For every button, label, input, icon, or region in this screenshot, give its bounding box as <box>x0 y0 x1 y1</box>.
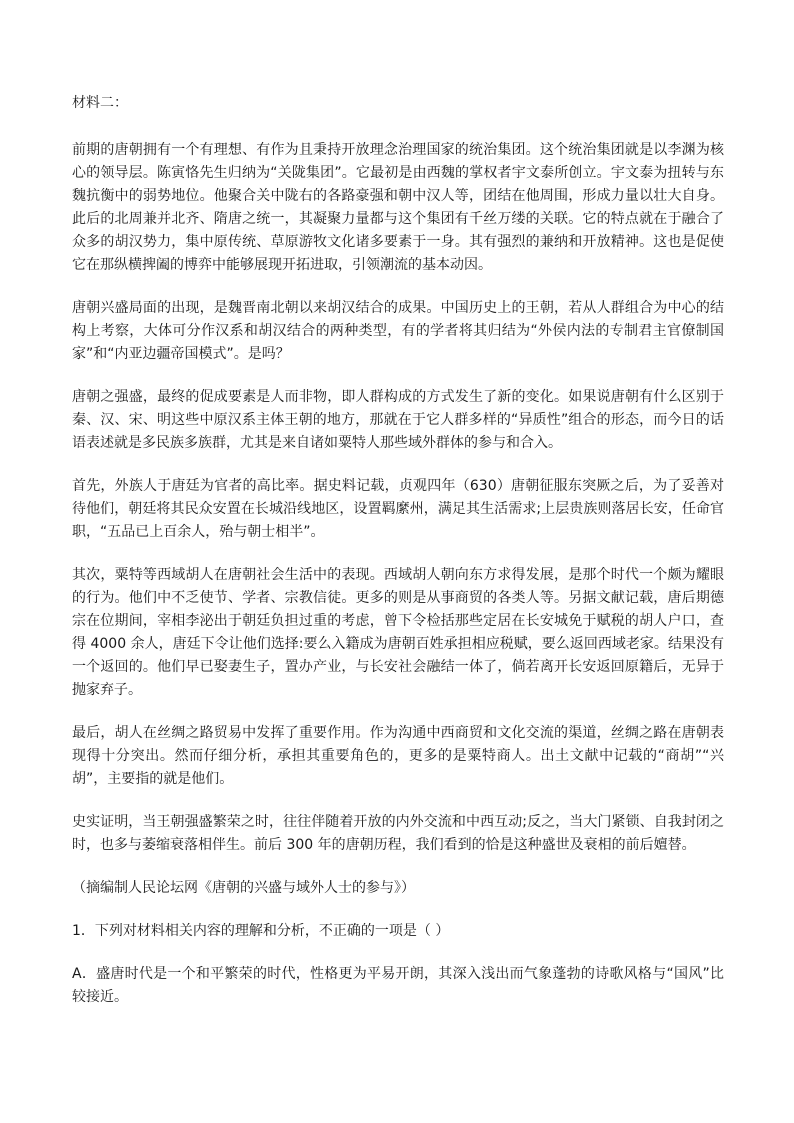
paragraph-7: 史实证明，当王朝强盛繁荣之时，往往伴随着开放的内外交流和中西互动;反之，当大门紧锁、自我封闭之时，也多与萎缩衰落相伴生。前后 300 年的唐朝历程，我们看到的恰是这种盛世及衰相的前后嬗替。 <box>72 814 724 853</box>
paragraph-5: 其次，粟特等西域胡人在唐朝社会生活中的表现。西域胡人朝向东方求得发展，是那个时代一个颇为耀眼的行为。他们中不乏使节、学者、宗教信徒。更多的则是从事商贸的各类人等。另据文献记载，唐后期德宗在位期间，宰相李泌出于朝廷负担过重的考虑，曾下令检括那些定居在长安城免于赋税的胡人户口，查得 4000 余人，唐廷下令让他们选择:要么入籍成为唐朝百姓承担相应税赋，要么返回西域老家。结果没有一个返回的。他们早已娶妻生子，置办产业，与长安社会融结一体了，倘若离开长安返回原籍后，无异于抛家弃子。 <box>72 567 724 698</box>
paragraph-3: 唐朝之强盛，最终的促成要素是人而非物，即人群构成的方式发生了新的变化。如果说唐朝有什么区别于秦、汉、宋、明这些中原汉系主体王朝的地方，那就在于它人群多样的“异质性”组合的形态，而今日的话语表述就是多民族多族群，尤其是来自诸如粟特人那些域外群体的参与和合入。 <box>72 389 724 451</box>
document-page <box>72 92 724 1009</box>
option-a: A．盛唐时代是一个和平繁荣的时代，性格更为平易开朗，其深入浅出而气象蓬勃的诗歌风格与“国风”比较接近。 <box>72 966 724 1005</box>
question-1: 1．下列对材料相关内容的理解和分析，不正确的一项是（ ） <box>72 923 450 939</box>
paragraph-1: 前期的唐朝拥有一个有理想、有作为且秉持开放理念治理国家的统治集团。这个统治集团就是以李渊为核心的领导层。陈寅恪先生归纳为“关陇集团”。它最初是由西魏的掌权者宇文泰所创立。宇文泰为扭转与东魏抗衡中的弱势地位。他聚合关中陇右的各路豪强和朝中汉人等，团结在他周围，形成力量以壮大自身。此后的北周兼并北齐、隋唐之统一，其凝聚力量都与这个集团有千丝万缕的关联。它的特点就在于融合了众多的胡汉势力，集中原传统、草原游牧文化诸多要素于一身。其有强烈的兼纳和开放精神。这也是促使它在那纵横捭阖的博弈中能够展现开拓进取，引领潮流的基本动因。 <box>72 142 724 273</box>
paragraph-6: 最后，胡人在丝绸之路贸易中发挥了重要作用。作为沟通中西商贸和文化交流的渠道，丝绸之路在唐朝表现得十分突出。然而仔细分析，承担其重要角色的，更多的是粟特商人。出土文献中记载的“商胡”“兴胡”，主要指的就是他们。 <box>72 725 724 787</box>
source-citation: （摘编制人民论坛网《唐朝的兴盛与域外人士的参与》） <box>72 880 415 896</box>
material-heading: 材料二： <box>72 95 128 111</box>
paragraph-2: 唐朝兴盛局面的出现，是魏晋南北朝以来胡汉结合的成果。中国历史上的王朝，若从人群组合为中心的结构上考察，大体可分作汉系和胡汉结合的两种类型，有的学者将其归结为“外侯内法的专制君主官僚制国家”和“内亚边疆帝国模式”。是吗？ <box>72 300 724 362</box>
paragraph-4: 首先，外族人于唐廷为官者的高比率。据史料记载，贞观四年（630）唐朝征服东突厥之后，为了妥善对待他们，朝廷将其民众安置在长城沿线地区，设置羁縻州，满足其生活需求;上层贵族则落居长安，任命官职，“五品已上百余人，殆与朝士相半”。 <box>72 478 724 540</box>
